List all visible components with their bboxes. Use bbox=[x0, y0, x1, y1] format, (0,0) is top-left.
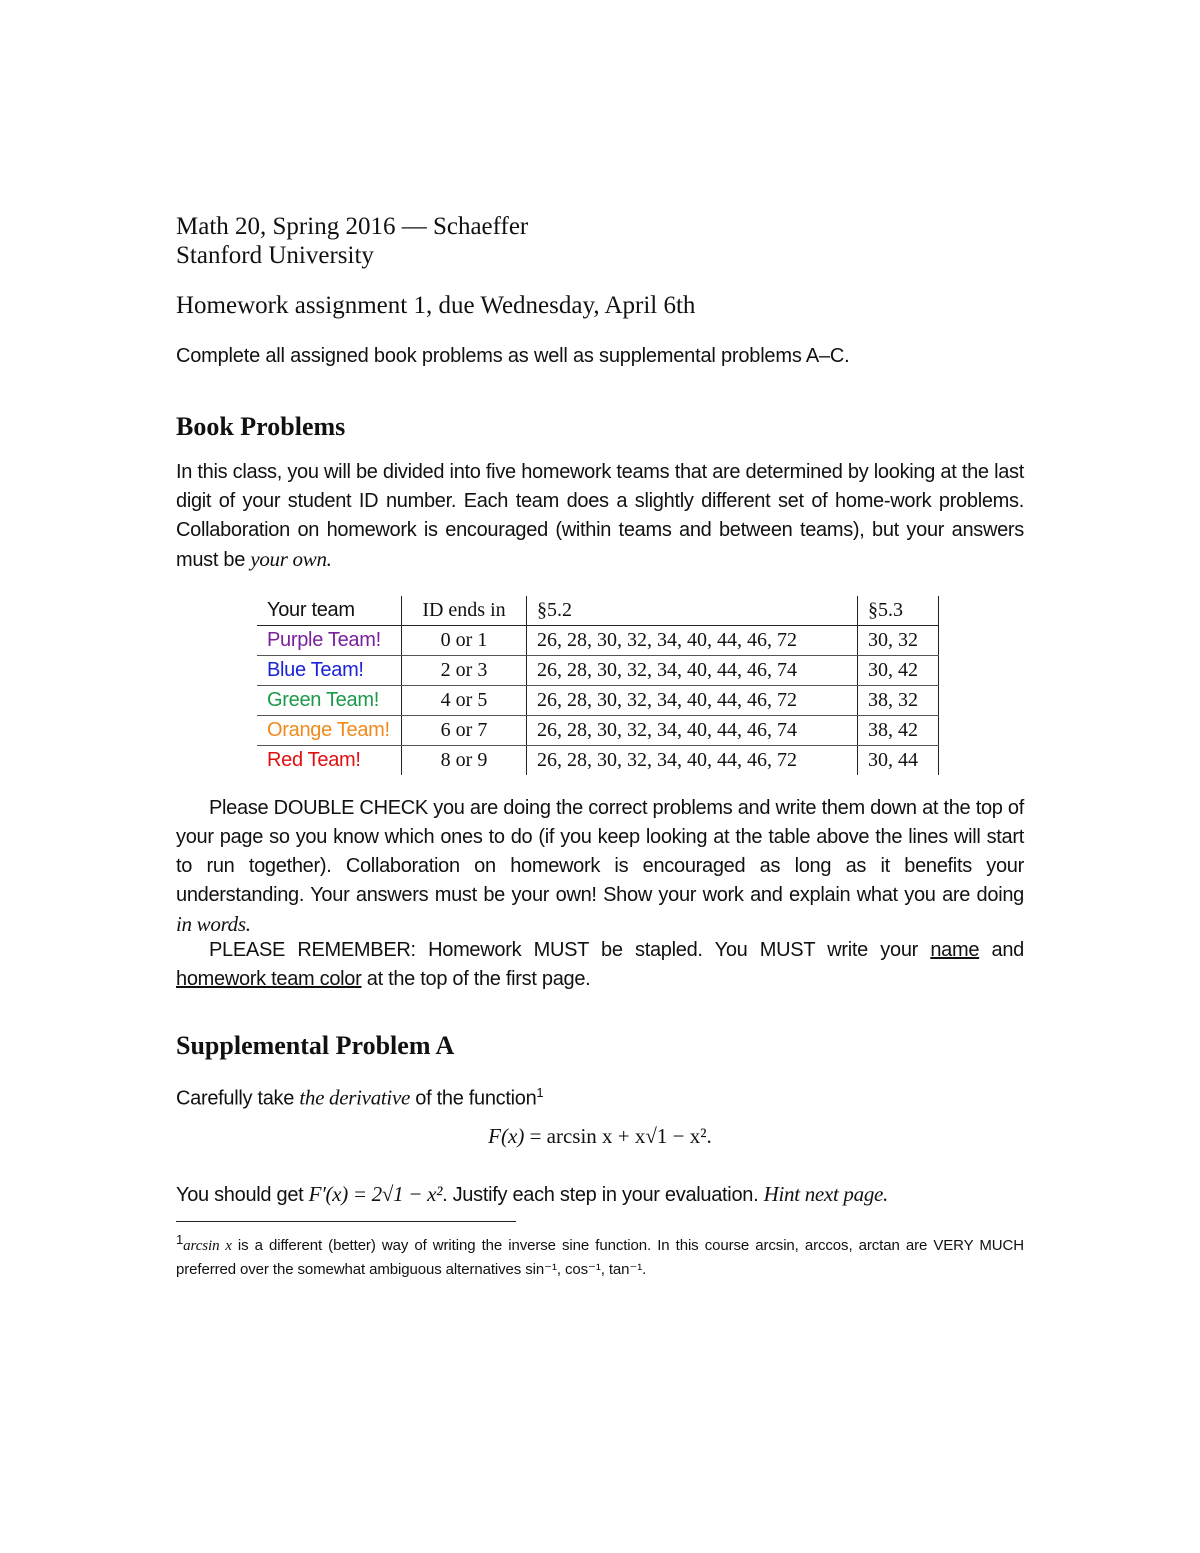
table-row bbox=[257, 626, 939, 656]
intro-text: In this class, you will be divided into five homework teams that are determined by looking at the last digit of your student ID number. Each team does a slightly different set of home-work problems. Collaboration on homework is encouraged (within teams and between teams), but your answers must be bbox=[176, 461, 1024, 571]
formula-lhs: F(x) bbox=[488, 1124, 525, 1148]
table-row bbox=[257, 656, 939, 686]
team-problems-5-3: 38, 32 bbox=[858, 686, 939, 716]
book-problems-heading: Book Problems bbox=[176, 412, 346, 441]
team-name: Purple Team! bbox=[257, 626, 402, 656]
team-problems-5-3: 30, 42 bbox=[858, 656, 939, 686]
remember-and: and bbox=[991, 939, 1024, 961]
should-text: You should get bbox=[176, 1184, 309, 1206]
function-formula bbox=[176, 1124, 1024, 1149]
footnote-math: arcsin x bbox=[183, 1238, 232, 1254]
supplemental-problem-heading: Supplemental Problem A bbox=[176, 1031, 455, 1060]
assignment-title: Homework assignment 1, due Wednesday, April 6th bbox=[176, 292, 696, 319]
team-problems-5-2: 26, 28, 30, 32, 34, 40, 44, 46, 74 bbox=[527, 656, 858, 686]
team-name: Orange Team! bbox=[257, 716, 402, 746]
team-problems-5-2: 26, 28, 30, 32, 34, 40, 44, 46, 72 bbox=[527, 686, 858, 716]
university-name: Stanford University bbox=[176, 242, 374, 269]
footnote-divider bbox=[176, 1221, 516, 1222]
table-row bbox=[257, 716, 939, 746]
team-problems-5-3: 30, 44 bbox=[858, 746, 939, 776]
carefully-text: Carefully take bbox=[176, 1087, 300, 1110]
team-problems-5-3: 30, 32 bbox=[858, 626, 939, 656]
table-row bbox=[257, 746, 939, 776]
team-color-underlined: homework team color bbox=[176, 968, 362, 990]
formula-rhs: = arcsin x + x√1 − x². bbox=[524, 1124, 712, 1148]
team-problems-5-2: 26, 28, 30, 32, 34, 40, 44, 46, 72 bbox=[527, 626, 858, 656]
table-row bbox=[257, 686, 939, 716]
expected-result bbox=[176, 1180, 1024, 1210]
expected-derivative: F′(x) = 2√1 − x² bbox=[308, 1182, 443, 1206]
carefully-post: of the function bbox=[410, 1087, 537, 1110]
hint-emphasis: Hint next page. bbox=[763, 1182, 889, 1206]
remember-post: at the top of the first page. bbox=[361, 968, 591, 990]
derivative-instruction bbox=[176, 1078, 1024, 1114]
team-problems-5-2: 26, 28, 30, 32, 34, 40, 44, 46, 74 bbox=[527, 716, 858, 746]
team-id-digits: 2 or 3 bbox=[402, 656, 527, 686]
team-id-digits: 4 or 5 bbox=[402, 686, 527, 716]
should-mid: . Justify each step in your evaluation. bbox=[442, 1184, 764, 1206]
name-underlined: name bbox=[930, 939, 980, 961]
derivative-emphasis: the derivative bbox=[299, 1085, 411, 1110]
team-name: Blue Team! bbox=[257, 656, 402, 686]
footnote-mark: 1 bbox=[176, 1232, 184, 1247]
team-name: Green Team! bbox=[257, 686, 402, 716]
team-name: Red Team! bbox=[267, 749, 361, 771]
team-problems-5-2: 26, 28, 30, 32, 34, 40, 44, 46, 72 bbox=[527, 746, 858, 776]
footnote-reference: 1 bbox=[536, 1085, 544, 1100]
team-problems-5-3: 38, 42 bbox=[858, 716, 939, 746]
team-id-digits: 6 or 7 bbox=[402, 716, 527, 746]
footnote bbox=[176, 1228, 1024, 1282]
course-title: Math 20, Spring 2016 — Schaeffer bbox=[176, 213, 529, 240]
instructions-text: Complete all assigned book problems as well as supplemental problems A–C. bbox=[176, 345, 850, 367]
book-problems-intro bbox=[176, 458, 1024, 575]
table-header-row bbox=[257, 596, 939, 626]
team-id-digits: 8 or 9 bbox=[402, 746, 527, 776]
header-section-5-3: §5.3 bbox=[858, 596, 939, 626]
remember-text: PLEASE REMEMBER: Homework MUST be stapled. You MUST write your bbox=[209, 939, 931, 961]
double-check-paragraph bbox=[176, 794, 1024, 940]
footnote-text: is a different (better) way of writing the inverse sine function. In this course arcsin, arccos, arctan are VERY MUCH preferred over the somewhat ambiguous alternatives sin⁻¹, cos⁻¹, tan⁻¹. bbox=[176, 1237, 1024, 1278]
header-id-ends-in: ID ends in bbox=[402, 596, 527, 626]
double-check-emphasis: in words. bbox=[176, 912, 251, 936]
header-your-team: Your team bbox=[257, 596, 402, 626]
team-assignment-table bbox=[257, 596, 939, 775]
team-id-digits: 0 or 1 bbox=[402, 626, 527, 656]
double-check-text: Please DOUBLE CHECK you are doing the correct problems and write them down at the top of your page so you know which ones to do (if you keep looking at the table above the lines will start to run together). Collaboration on homework is encouraged as long as it benefits your understanding. Your answers must be your own! Show your work and explain what you are doing bbox=[176, 797, 1024, 906]
intro-emphasis: your own. bbox=[250, 547, 332, 571]
header-section-5-2: §5.2 bbox=[527, 596, 858, 626]
remember-paragraph bbox=[176, 936, 1024, 994]
